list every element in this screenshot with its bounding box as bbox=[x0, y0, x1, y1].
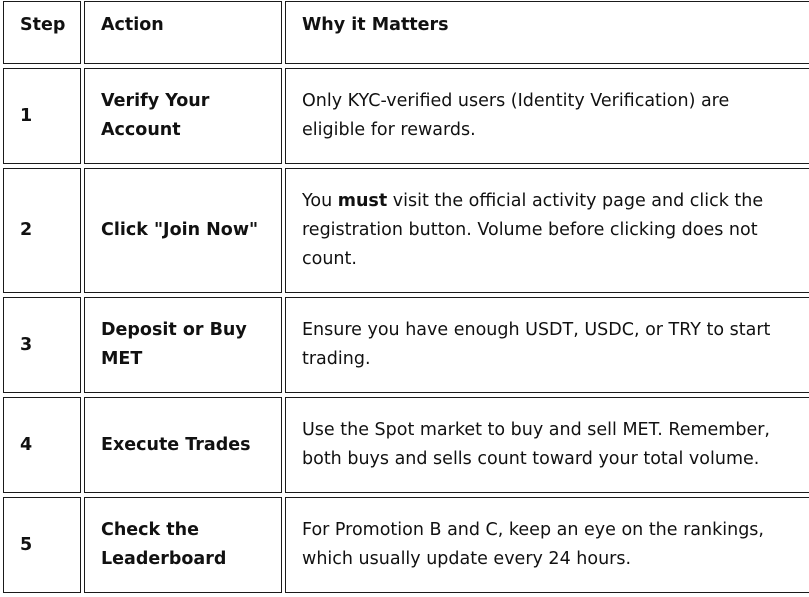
step-number: 1 bbox=[3, 68, 81, 164]
action-cell: Click "Join Now" bbox=[84, 168, 282, 293]
why-cell: Use the Spot market to buy and sell MET. Remember, both buys and sells count toward your total volume. bbox=[285, 397, 809, 493]
why-cell: Ensure you have enough USDT, USDC, or TRY to start trading. bbox=[285, 297, 809, 393]
step-number: 2 bbox=[3, 168, 81, 293]
why-cell: For Promotion B and C, keep an eye on the rankings, which usually update every 24 hours. bbox=[285, 497, 809, 593]
action-cell: Verify Your Account bbox=[84, 68, 282, 164]
header-action: Action bbox=[84, 1, 282, 64]
step-number: 5 bbox=[3, 497, 81, 593]
table-header-row bbox=[3, 1, 809, 64]
why-cell bbox=[285, 168, 809, 293]
table-row bbox=[3, 68, 809, 164]
action-cell: Check the Leaderboard bbox=[84, 497, 282, 593]
table-row bbox=[3, 168, 809, 293]
why-text-before: You bbox=[302, 191, 338, 211]
table-row bbox=[3, 397, 809, 493]
step-number: 4 bbox=[3, 397, 81, 493]
why-text-after: visit the official activity page and click the registration button. Volume before clicking does not count. bbox=[302, 191, 764, 269]
table-row bbox=[3, 497, 809, 593]
action-cell: Deposit or Buy MET bbox=[84, 297, 282, 393]
why-text-emphasis: must bbox=[337, 191, 388, 211]
action-cell: Execute Trades bbox=[84, 397, 282, 493]
header-why: Why it Matters bbox=[285, 1, 809, 64]
header-step: Step bbox=[3, 1, 81, 64]
why-cell: Only KYC-verified users (Identity Verification) are eligible for rewards. bbox=[285, 68, 809, 164]
step-number: 3 bbox=[3, 297, 81, 393]
table-row bbox=[3, 297, 809, 393]
